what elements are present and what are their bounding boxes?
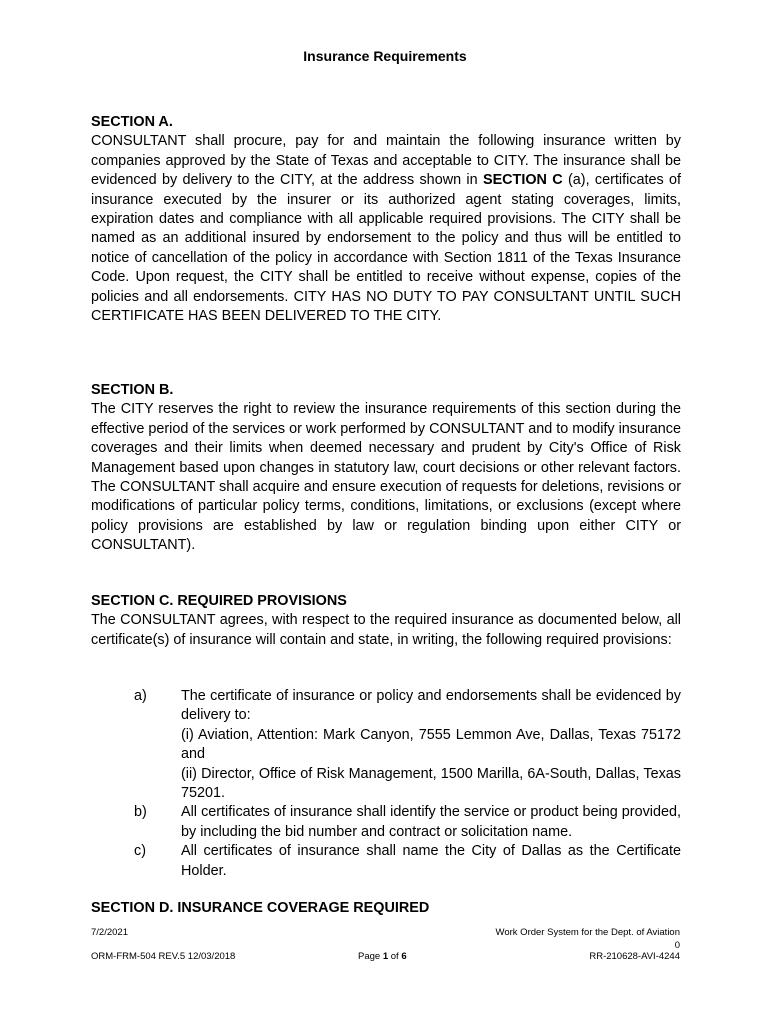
- list-item: [91, 687, 681, 803]
- section-c: [91, 592, 681, 650]
- section-a-heading: SECTION A.: [91, 114, 173, 130]
- section-c-heading: SECTION C. REQUIRED PROVISIONS: [91, 593, 347, 609]
- list-item-sub-2: (ii) Director, Office of Risk Management, 1500 Marilla, 6A-South, Dallas, Texas 75201.: [181, 765, 681, 802]
- section-d-heading: SECTION D. INSURANCE COVERAGE REQUIRED: [91, 900, 430, 916]
- page-total: 6: [401, 951, 407, 962]
- list-item: [91, 803, 681, 842]
- footer-zero: 0: [674, 940, 680, 951]
- footer-date: 7/2/2021: [91, 927, 128, 938]
- section-b: [91, 381, 681, 556]
- list-marker: b): [134, 804, 147, 821]
- list-item-main: All certificates of insurance shall identify the service or product being provided, by including the bid number and contract or solicitation name.: [181, 804, 681, 840]
- footer-system-name: Work Order System for the Dept. of Aviation: [495, 927, 680, 938]
- list-item-sub-1: (i) Aviation, Attention: Mark Canyon, 7555 Lemmon Ave, Dallas, Texas 75172 and: [181, 726, 681, 763]
- footer-form-number: ORM-FRM-504 REV.5 12/03/2018: [91, 951, 236, 962]
- page-of: of: [388, 951, 402, 962]
- section-b-heading: SECTION B.: [91, 382, 174, 398]
- page-current: 1: [382, 951, 389, 962]
- section-b-body: The CITY reserves the right to review the insurance requirements of this section during the effective period of the services or work performed by CONSULTANT and to modify insurance coverages and their limits when deemed necessary and prudent by City's Office of Risk Management based upon changes in statutory law, court decisions or other relevant factors. The CONSULTANT shall acquire and ensure execution of requests for deletions, revisions or modifications of particular policy terms, conditions, limitations, or exclusions (except where policy provisions are established by law or regulation binding upon either CITY or CONSULTANT).: [91, 401, 682, 554]
- section-a-text-1: CONSULTANT shall procure, pay for and maintain the following insurance written by companies approved by the State of Texas and acceptable to CITY. The insurance shall be evidenced by delivery to the CITY, at the address shown in: [91, 133, 681, 189]
- section-a: [91, 113, 681, 326]
- footer-reference: RR-210628-AVI-4244: [589, 951, 680, 962]
- required-provisions-list: [91, 687, 681, 881]
- list-marker: c): [134, 843, 146, 860]
- section-a-text-2: (a), certificates of insurance executed by the insurer or its authorized agent stating coverages, limits, expiration dates and compliance with all applicable required provisions. The CITY shall be named as an additional insured by endorsement to the policy and thus will be entitled to notice of cancellation of the policy in accordance with Section 1811 of the Texas Insurance Code. Upon request, the CITY shall be entitled to receive without expense, copies of the policies and all endorsements. CITY HAS NO DUTY TO PAY CONSULTANT UNTIL SUCH CERTIFICATE HAS BEEN DELIVERED TO THE CITY.: [91, 172, 682, 325]
- page-title: Insurance Requirements: [303, 48, 467, 64]
- section-a-body: [91, 132, 681, 326]
- page-prefix: Page: [358, 951, 383, 962]
- section-c-body: The CONSULTANT agrees, with respect to the required insurance as documented below, all certificate(s) of insurance will contain and state, in writing, the following required provisions:: [91, 612, 681, 648]
- list-item-main: All certificates of insurance shall name the City of Dallas as the Certificate Holder.: [181, 843, 681, 879]
- list-item: [91, 842, 681, 881]
- list-item-main: The certificate of insurance or policy and endorsements shall be evidenced by delivery to:: [181, 688, 681, 724]
- list-marker: a): [134, 688, 147, 704]
- section-a-bold-ref: SECTION C: [482, 172, 563, 189]
- list-item-text: [181, 687, 681, 803]
- footer-page-number: [358, 951, 407, 963]
